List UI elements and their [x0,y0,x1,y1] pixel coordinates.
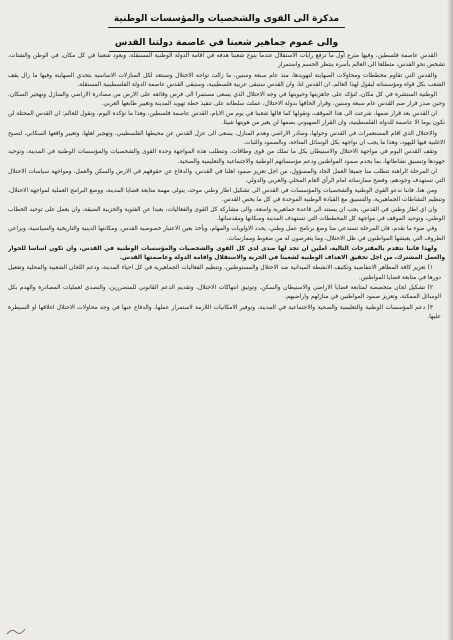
header-title-line-1: مذكرة الى القوى والشخصيات والمؤسسات الوطنية [108,13,345,28]
paragraph: ومن هنا، فاننا ندعو القوى الوطنية والشخصيات والمؤسسات في القدس الى تشكيل اطار وطني موحد، يتولى مهمة متابعة قضايا المدينة، ووضع البرامج العملية لمواجهة الاحتلال، وتنظيم النشاطات الجماهيرية، والتنسيق مع القيادة الوطنية الموحدة في كل ما يخص القدس. [8,187,445,204]
proposal-item-2: ٢) تشكيل لجان متخصصة لمتابعة قضايا الاراضي والاستيطان والسكن، وتوثيق انتهاكات الاحتلال، وتقديم الدعم القانوني للمتضررين، والتصدي لعمليات المصادرة والهدم بكل الوسائل الممكنة، وتعزيز صمود المواطنين في منازلهم واراضيهم. [8,285,441,301]
page-edge-shadow [447,0,453,640]
header-title-line-2: والى عموم جماهير شعبنا في عاصمة دولتنا القدس [109,37,344,52]
paragraph-intro-proposals: ولهذا فاننا نتقدم بالمقترحات التالية، املين ان تجد لها صدى لدى كل القوى والشخصيات والمؤسسات الوطنية في القدس، وان تكون اساسا للحوار والعمل المشترك، من اجل تحقيق الاهداف الوطنية لشعبنا في الحرية والاستقلال واقامة الدولة وعاصمتها القدس. [8,245,445,262]
paragraph: وفي ضوء ما تقدم، فان المرحلة تستدعي منا وضع برنامج عمل وطني، يحدد الاولويات والمهام، ويأخذ بعين الاعتبار خصوصية القدس، ومكانتها الدينية والتاريخية والسياسية، ويراعي الظروف التي يعيشها المواطنون في ظل الاحتلال، وما يتعرضون له من ضغوط وممارسات. [8,226,445,242]
paragraph: وان اي اطار وطني في القدس، يجب ان يستند الى قاعدة جماهيرية واسعة، والى مشاركة كل القوى والفعاليات، بعيدا عن الفئوية والحزبية الضيقة، وان يعمل على توحيد الخطاب الوطني، وتوحيد الموقف في مواجهة كل المخططات التي تستهدف المدينة وسكانها ومقدساتها. [8,207,445,223]
proposal-item-1: ١) تعزيز كافة المظاهر الانتفاضية وتكثيف الانشطة الميدانية ضد الاحتلال والمستوطنين، وتنظيم الفعاليات الجماهيرية في كل احياء المدينة، ودعم اللجان الشعبية والمحلية وتفعيل دورها في متابعة قضايا المواطنين. [8,265,441,281]
document-header [10,6,443,46]
paragraph: ان المرحلة الراهنة تتطلب منا جميعا العمل الجاد والمسؤول، من اجل تعزيز صمود اهلنا في القدس، والدفاع عن حقوقهم في الارض والسكن والعمل، ومواجهة سياسات الاحتلال التي تستهدف وجودهم، وفضح ممارساته امام الرأي العام المحلي والعربي والدولي. [8,169,445,184]
paragraph: والاحتلال الذي اقام المستعمرات في القدس وحولها، وصادر الاراضي وهدم المنازل، يسعى الى عزل القدس عن محيطها الفلسطيني، وتهجير اهلها، وتغيير واقعها السكاني، لتصبح الاغلبية فيها لليهود، وهذا ما يجب ان نواجهه بكل الوسائل المتاحة، وبالصمود والثبات. [8,130,445,146]
paragraph: ان القدس بعد قرار ضمها، شرعت الى هذا الموقف، ونقولها كما قالها شعبنا في يوم من الايام، القدس عاصمة فلسطين، وهذا ما نؤكده اليوم، ونقول للعالم: ان القدس المحتلة لن تكون يوما الا عاصمة للدولة الفلسطينية، وان القرار الصهيوني بضمها لن يغير من هويتها شيئا. [8,111,445,127]
proposal-item-3: ٣) دعم المؤسسات الوطنية والتعليمية والصحية والاجتماعية في المدينة، وتوفير الامكانيات اللازمة لاستمرار عملها، والدفاع عنها في وجه محاولات الاحتلال اغلاقها او السيطرة عليها. [8,304,441,320]
page-corner-mark [6,626,26,636]
paragraph: والقدس التي تقاوم مخططات ومحاولات الصهاينة لتهويدها، منذ عام سبعة وستين، ما زالت تواجه الاحتلال وتستعد لكل المنازلات الاساسية بتحدي الصهاينة وفيها ما زال يقف الشعب بكل قواه ومؤسساته ليقول لهذا العالم، ان القدس لنا، وان القدس ستبقى عربية فلسطينية، وستبقى القدس عاصمة الدولة الفلسطينية المستقلة. [8,72,445,88]
paragraph: الوطنية المنتشرة في كل مكان، لتؤكد على جاهزيتها وحيويتها في وجه الاحتلال الذي يسعى مستمرا الى فرض وقائعه على الارض من مصادرة الاراضي والمنازل وتهجير السكان. وحين صدر قرار ضم القدس عام سبعة وستين، وقرار الحاقها بدولة الاحتلال، عملت سلطاته على تنفيذ خطة تهويد المدينة وتغيير طابعها العربي. [8,92,445,108]
paragraph: وتقف القدس اليوم في مواجهة الاحتلال والاستيطان بكل ما تملك من قوى وطاقات، وتتطلب هذه المواجهة وحدة القوى والشخصيات والمؤسسات الوطنية في المدينة، وتوحيد جهودها وتنسيق نشاطاتها، بما يخدم صمود المواطنين ودعم مؤسساتهم الوطنية والاجتماعية والتعليمية والصحية. [8,149,445,165]
document-body [8,52,445,634]
paragraph: القدس عاصمة فلسطين، وفيها مترع اول ما ترفع رايات الاستقلال عندما يتوج شعبنا هدفه في اقامة الدولة الوطنية المستقلة، ويعود شعبنا في كل مكان، في الوطن والشتات، تشخص نحو القدس، متطلعا الى العالم بأسره ينتظر الحسم واستمرار [8,53,445,69]
